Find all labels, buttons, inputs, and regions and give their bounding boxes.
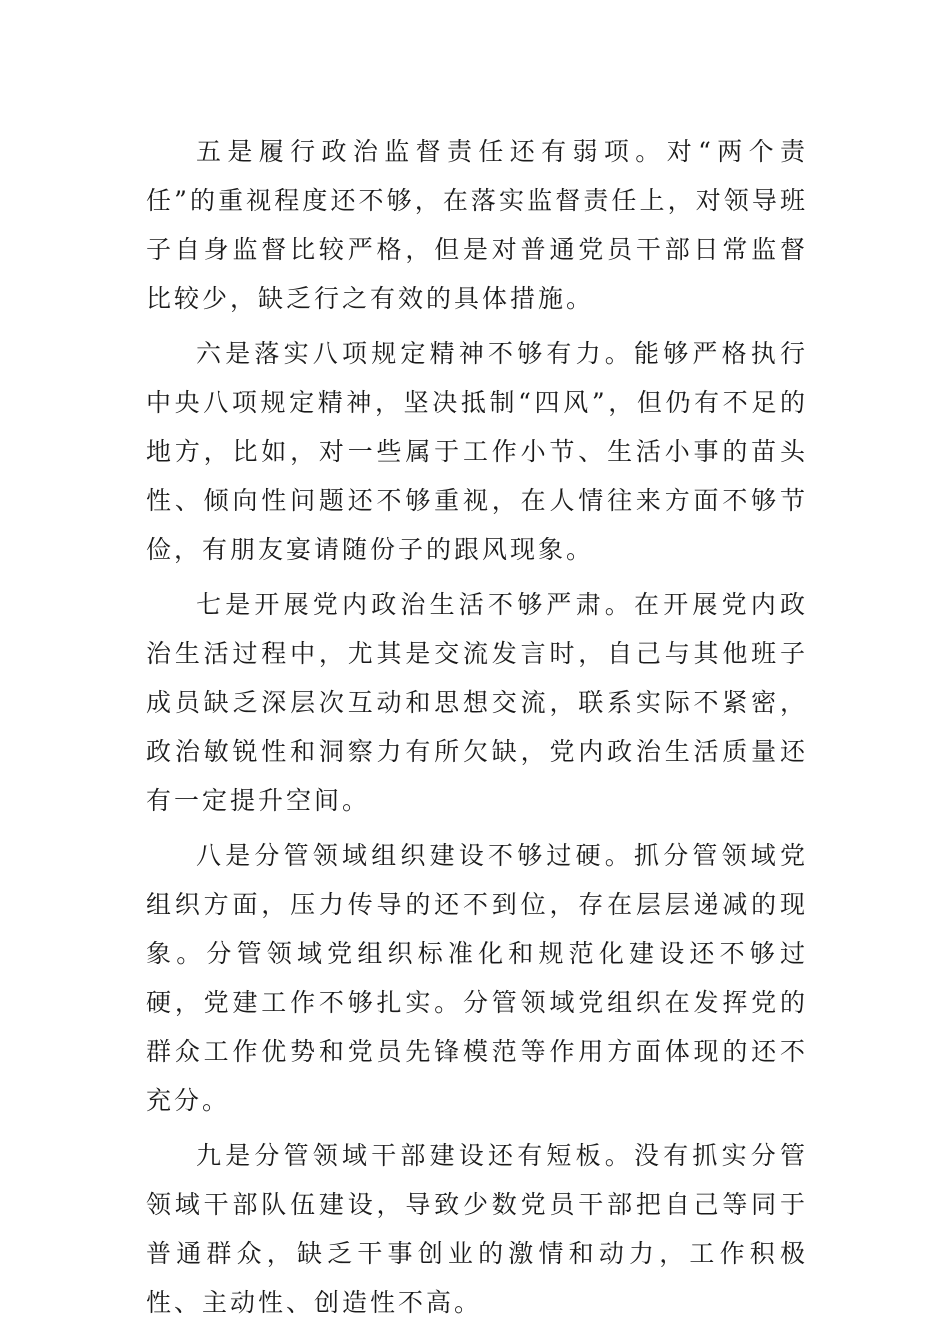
paragraph-7: 七是开展党内政治生活不够严肃。在开展党内政治生活过程中，尤其是交流发言时，自己与其他班子成员缺乏深层次互动和思想交流，联系实际不紧密，政治敏锐性和洞察力有所欠缺，党内政治生活质量还有一定提升空间。 bbox=[146, 590, 808, 815]
paragraph-9: 九是分管领域干部建设还有短板。没有抓实分管领域干部队伍建设，导致少数党员干部把自己等同于普通群众，缺乏干事创业的激情和动力，工作积极性、主动性、创造性不高。 bbox=[146, 1141, 808, 1317]
paragraph-8: 八是分管领域组织建设不够过硬。抓分管领域党组织方面，压力传导的还不到位，存在层层递减的现象。分管领域党组织标准化和规范化建设还不够过硬，党建工作不够扎实。分管领域党组织在发挥党的群众工作优势和党员先锋模范等作用方面体现的还不充分。 bbox=[146, 841, 808, 1115]
document-body bbox=[146, 127, 808, 1333]
paragraph-6: 六是落实八项规定精神不够有力。能够严格执行中央八项规定精神，坚决抵制“四风”，但仍有不足的地方，比如，对一些属于工作小节、生活小事的苗头性、倾向性问题还不够重视，在人情往来方面不够节俭，有朋友宴请随份子的跟风现象。 bbox=[146, 339, 808, 564]
paragraph-5: 五是履行政治监督责任还有弱项。对“两个责任”的重视程度还不够，在落实监督责任上，对领导班子自身监督比较严格，但是对普通党员干部日常监督比较少，缺乏行之有效的具体措施。 bbox=[146, 137, 808, 313]
